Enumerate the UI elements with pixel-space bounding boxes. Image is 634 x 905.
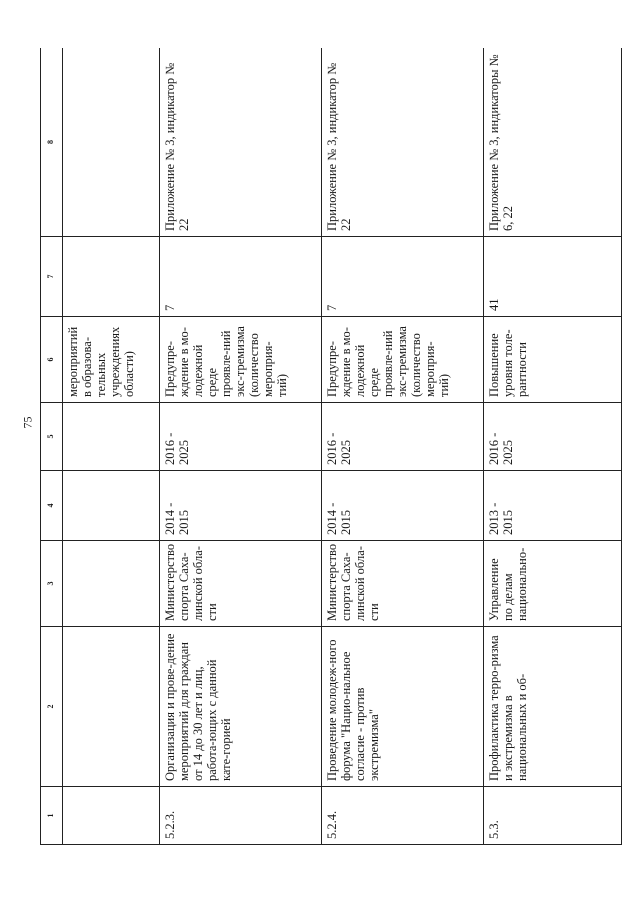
row-number: 5.3. xyxy=(484,787,622,845)
start-period-cell: 2013 - 2015 xyxy=(484,471,622,541)
indicator-cell: мероприятий в образова-тельных учреждениях области) xyxy=(63,317,160,403)
indicator-cell: Предупре-ждение в мо-лодежной среде проявле-ний экс-тремизма (количество мероприя-тий) xyxy=(322,317,484,403)
activity-cell: Профилактика терро-ризма и экстремизма в национальных и об- xyxy=(484,627,622,787)
table-row xyxy=(322,48,484,845)
executor-cell xyxy=(63,541,160,627)
table-row xyxy=(160,48,322,845)
value-cell: 7 xyxy=(322,237,484,317)
row-number xyxy=(63,787,160,845)
indicator-cell: Повышение уровня толе-рантности xyxy=(484,317,622,403)
activity-cell: Проведение молодеж-ного форума "Нацио-нальное согласие - против экстремизма" xyxy=(322,627,484,787)
row-number: 5.2.4. xyxy=(322,787,484,845)
table-row xyxy=(63,48,160,845)
reference-cell xyxy=(63,48,160,237)
activity-cell: Организация и прове-дение мероприятий для граждан от 14 до 30 лет и лиц, работа-ющих с данной кате-горией xyxy=(160,627,322,787)
end-period-cell xyxy=(63,403,160,471)
reference-cell: Приложение № 3, индикатор № 22 xyxy=(322,48,484,237)
header-cell: 7 xyxy=(41,237,63,317)
executor-cell: Управление по делам национально- xyxy=(484,541,622,627)
row-number: 5.2.3. xyxy=(160,787,322,845)
indicator-cell: Предупре-ждение в мо-лодежной среде проявле-ний экс-тремизма (количество мероприя-тий) xyxy=(160,317,322,403)
activity-cell xyxy=(63,627,160,787)
table-row xyxy=(484,48,622,845)
document-table-frame xyxy=(40,48,622,845)
header-cell: 2 xyxy=(41,627,63,787)
start-period-cell: 2014 - 2015 xyxy=(322,471,484,541)
executor-cell: Министерство спорта Саха-линской обла-сти xyxy=(160,541,322,627)
program-table xyxy=(40,48,622,845)
page-number: 75 xyxy=(20,416,35,429)
header-cell: 8 xyxy=(41,48,63,237)
end-period-cell: 2016 - 2025 xyxy=(484,403,622,471)
value-cell: 41 xyxy=(484,237,622,317)
end-period-cell: 2016 - 2025 xyxy=(322,403,484,471)
value-cell: 7 xyxy=(160,237,322,317)
header-cell: 1 xyxy=(41,787,63,845)
end-period-cell: 2016 - 2025 xyxy=(160,403,322,471)
start-period-cell xyxy=(63,471,160,541)
rotated-content xyxy=(40,48,622,845)
executor-cell: Министерство спорта Саха-линской обла-сти xyxy=(322,541,484,627)
start-period-cell: 2014 - 2015 xyxy=(160,471,322,541)
header-cell: 4 xyxy=(41,471,63,541)
reference-cell: Приложение № 3, индикаторы № 6, 22 xyxy=(484,48,622,237)
header-cell: 3 xyxy=(41,541,63,627)
header-cell: 5 xyxy=(41,403,63,471)
header-cell: 6 xyxy=(41,317,63,403)
reference-cell: Приложение № 3, индикатор № 22 xyxy=(160,48,322,237)
table-header-row xyxy=(41,48,63,845)
value-cell xyxy=(63,237,160,317)
